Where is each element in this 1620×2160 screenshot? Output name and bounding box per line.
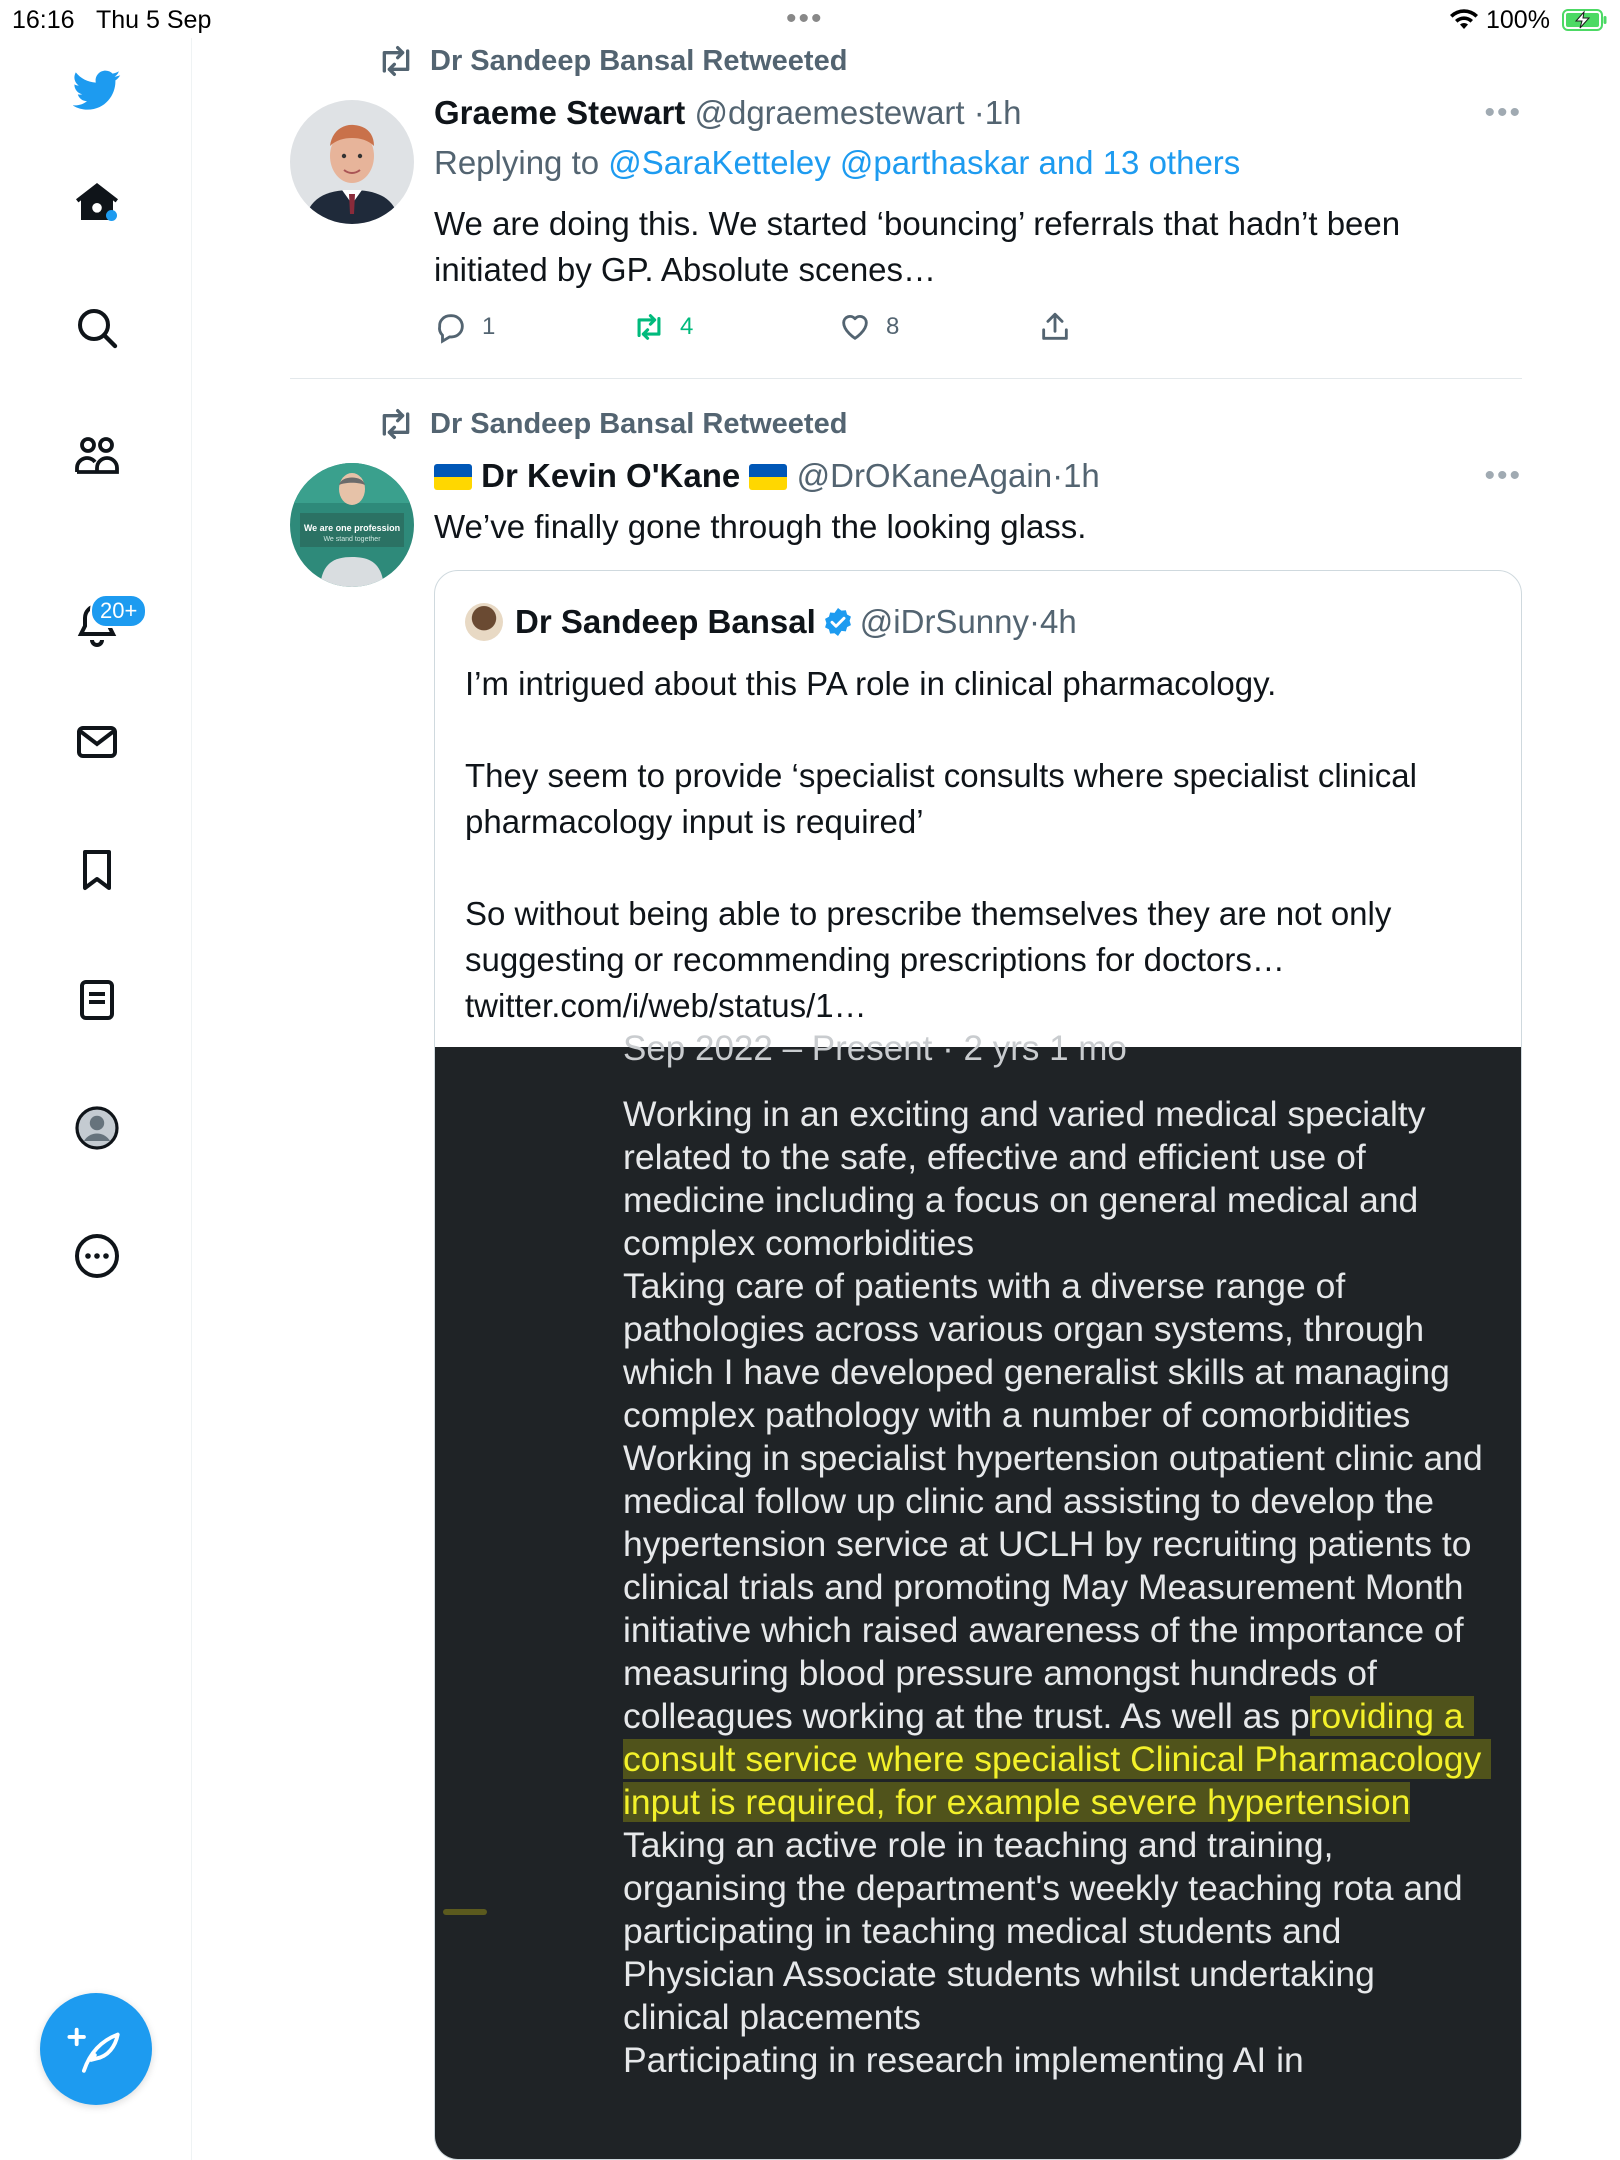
retweet-context (376, 407, 847, 441)
retweet-context-label: Dr Sandeep Bansal Retweeted (430, 44, 848, 77)
tweet-time[interactable]: 1h (984, 94, 1022, 131)
author-handle[interactable]: @DrOKaneAgain (796, 457, 1053, 494)
retweet-icon (632, 310, 666, 344)
share-button[interactable] (1038, 310, 1086, 344)
wifi-icon (1448, 7, 1480, 31)
tweet-header (434, 94, 1021, 132)
quoted-tweet-header (465, 603, 1077, 641)
image-text-highlight: roviding a consult service where specialist Clinical Pharmacology input is required, for example severe hypertension (623, 1696, 1492, 1822)
status-date: Thu 5 Sep (96, 6, 212, 34)
author-handle[interactable]: @dgraemestewart (694, 94, 965, 131)
quoted-tweet-time: 4h (1040, 603, 1077, 640)
ukraine-flag-icon (434, 464, 472, 490)
reply-context (434, 144, 1240, 182)
status-bar (0, 0, 1620, 38)
tweet-separator: · (973, 94, 985, 131)
more-options-icon[interactable]: ••• (1484, 459, 1522, 492)
image-cut-text: Sep 2022 – Present · 2 yrs 1 mo (623, 1029, 1127, 1068)
author-name[interactable]: Graeme Stewart (434, 94, 686, 131)
avatar-photo (290, 463, 414, 587)
multitask-dots-icon[interactable]: ••• (786, 2, 824, 35)
tweet-header (434, 457, 1100, 495)
twitter-bird-icon[interactable] (69, 62, 125, 118)
notification-badge: 20+ (90, 594, 147, 628)
tweet-card[interactable] (290, 40, 1522, 380)
battery-charging-icon (1562, 8, 1608, 32)
mail-icon[interactable] (69, 714, 125, 770)
profile-icon[interactable] (69, 1100, 125, 1156)
avatar (465, 603, 503, 641)
retweet-context-label: Dr Sandeep Bansal Retweeted (430, 407, 848, 440)
share-icon (1038, 310, 1072, 344)
reply-count: 1 (482, 313, 496, 340)
more-icon[interactable] (69, 1228, 125, 1284)
quoted-tweet[interactable] (434, 570, 1522, 2160)
like-count: 8 (886, 313, 900, 340)
reply-prefix: Replying to (434, 144, 600, 181)
home-unread-dot (106, 210, 117, 221)
tweet-separator: · (1029, 603, 1041, 640)
reply-mentions-link[interactable]: @SaraKetteley @parthaskar and 13 others (608, 144, 1241, 181)
like-button[interactable] (838, 310, 899, 344)
tweet-text: We are doing this. We started ‘bouncing’ referrals that hadn’t been initiated by GP. Absolute scenes… (434, 205, 1401, 288)
quoted-tweet-image[interactable] (435, 1029, 1522, 2160)
battery-percent: 100% (1486, 6, 1550, 34)
avatar[interactable] (290, 100, 414, 224)
home-icon[interactable] (69, 174, 125, 230)
image-screenshot-text (623, 1093, 1492, 2082)
image-margin-mark (443, 1909, 487, 1915)
tweet-divider (290, 378, 1522, 379)
more-options-icon[interactable]: ••• (1484, 96, 1522, 129)
search-icon[interactable] (69, 300, 125, 356)
avatar-caption-sub: We stand together (323, 536, 381, 543)
retweet-icon (376, 44, 416, 78)
tweet-time[interactable]: 1h (1063, 457, 1100, 494)
image-text-before: Working in an exciting and varied medical specialty related to the safe, effective and efficient use of medicine including a focus on general medical and complex comorbidities Taking care of patients with a diverse range of pathologies across various organ systems, through which I have developed generalist skills at managing complex pathology with a number of comorbidities Working in specialist hypertension outpatient clinic and medical follow up clinic and assisting to develop the hypertension service at UCLH by recruiting patients to clinical trials and promoting May Measurement Month initiative which raised awareness of the importance of measuring blood pressure amongst hundreds of colleagues working at the trust. As well as p (623, 1094, 1483, 1736)
verified-badge-icon (822, 606, 854, 638)
status-time: 16:16 (12, 6, 75, 34)
sidebar-nav (0, 38, 192, 2160)
image-text-after: Taking an active role in teaching and training, organising the department's weekly teaching rota and participating in teaching medical students and Physician Associate students whilst undertaking clinical placements Participating in research implementing AI in (623, 1825, 1463, 2080)
retweet-count: 4 (680, 313, 694, 340)
compose-tweet-button[interactable] (40, 1993, 152, 2105)
quoted-author-name: Dr Sandeep Bansal (515, 603, 816, 640)
heart-icon (838, 310, 872, 344)
bookmark-icon[interactable] (69, 842, 125, 898)
tweet-card[interactable] (290, 403, 1522, 563)
reply-icon (434, 310, 468, 344)
tweet-text: We’ve finally gone through the looking glass. (434, 508, 1087, 545)
tweet-separator: · (1052, 457, 1064, 494)
compose-feather-icon (67, 2020, 125, 2078)
retweet-context (376, 44, 847, 78)
retweet-icon (376, 407, 416, 441)
avatar-caption: We are one profession (303, 523, 401, 533)
quoted-tweet-text: I’m intrigued about this PA role in clinical pharmacology. They seem to provide ‘specialist consults where specialist clinical pharmacology input is required’ So without being able to prescribe themselves they are not only suggesting or recommending prescriptions for doctors… twitter.com/i/web/status/1… (465, 665, 1417, 1024)
avatar[interactable] (290, 463, 414, 587)
communities-icon[interactable] (69, 428, 125, 484)
reply-button[interactable] (434, 310, 495, 344)
lists-icon[interactable] (69, 972, 125, 1028)
retweet-button[interactable] (632, 310, 693, 344)
ukraine-flag-icon (749, 464, 787, 490)
avatar-photo (290, 100, 414, 224)
tweet-actions (434, 310, 1334, 350)
author-name[interactable]: Dr Kevin O'Kane (481, 457, 741, 494)
quoted-author-handle: @iDrSunny (859, 603, 1030, 640)
